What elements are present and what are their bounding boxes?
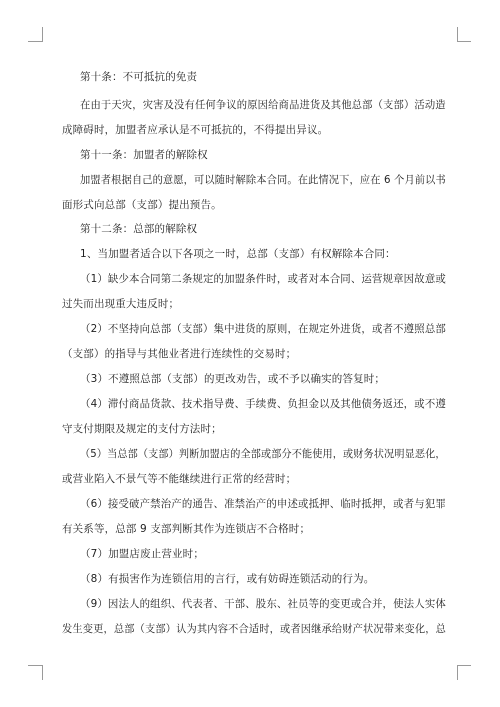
article-11-heading: 第十一条：加盟者的解除权: [80, 149, 208, 161]
list-item-2-cont: （支部）的指导与其他业者进行连续性的交易时；: [62, 348, 297, 360]
list-item-9-cont: 发生变更，总部（支部）认为其内容不合适时，或者因继承给财产状况带来变化，总: [62, 623, 447, 635]
paragraph-line: 成障碍时，加盟者应承认是不可抵抗的，不得提出异议。: [62, 124, 329, 136]
clause-1-intro: 1、当加盟者适合以下各项之一时，总部（支部）有权解除本合同：: [80, 248, 396, 260]
article-10-heading: 第十条：不可抵抗的免责: [80, 71, 198, 83]
list-item-2: （2）不坚持向总部（支部）集中进货的原则，在规定外进货，或者不遵照总部: [80, 323, 446, 335]
list-item-6-cont: 有关系等，总部 9 支部判断其作为连锁店不合格时；: [62, 523, 311, 535]
paragraph-line: 加盟者根据自己的意愿，可以随时解除本合同。在此情况下，应在 6 个月前以书: [80, 174, 446, 186]
article-12-heading: 第十二条：总部的解除权: [80, 223, 198, 235]
list-item-7: （7）加盟店废止营业时；: [80, 548, 204, 560]
list-item-8: （8）有损害作为连锁信用的言行，或有妨碍连锁活动的行为。: [80, 573, 375, 585]
paragraph-line: 在由于天灾，灾害及没有任何争议的原因给商品进货及其他总部（支部）活动造: [80, 99, 446, 111]
list-item-5-cont: 或营业陷入不景气等不能继续进行正常的经营时；: [62, 473, 297, 485]
list-item-1: （1）缺少本合同第二条规定的加盟条件时，或者对本合同、运营规章因故意或: [80, 273, 446, 285]
list-item-4-cont: 守支付期限及规定的支付方法时；: [62, 423, 222, 435]
list-item-4: （4）滞付商品货款、技术指导费、手续费、负担金以及其他债务返还，或不遵: [80, 398, 446, 410]
list-item-3: （3）不遵照总部（支部）的更改劝告，或不予以确实的答复时；: [80, 373, 386, 385]
list-item-9: （9）因法人的组织、代表者、干部、股东、社员等的变更或合并，使法人实体: [80, 598, 446, 610]
list-item-5: （5）当总部（支部）判断加盟店的全部或部分不能使用，或财务状况明显恶化，: [80, 448, 446, 460]
list-item-6: （6）接受破产禁治产的通告、准禁治产的申述或抵押、临时抵押，或者与犯罪: [80, 498, 446, 510]
paragraph-line: 面形式向总部（支部）提出预告。: [62, 199, 222, 211]
list-item-1-cont: 过失而出现重大违反时；: [62, 298, 180, 310]
